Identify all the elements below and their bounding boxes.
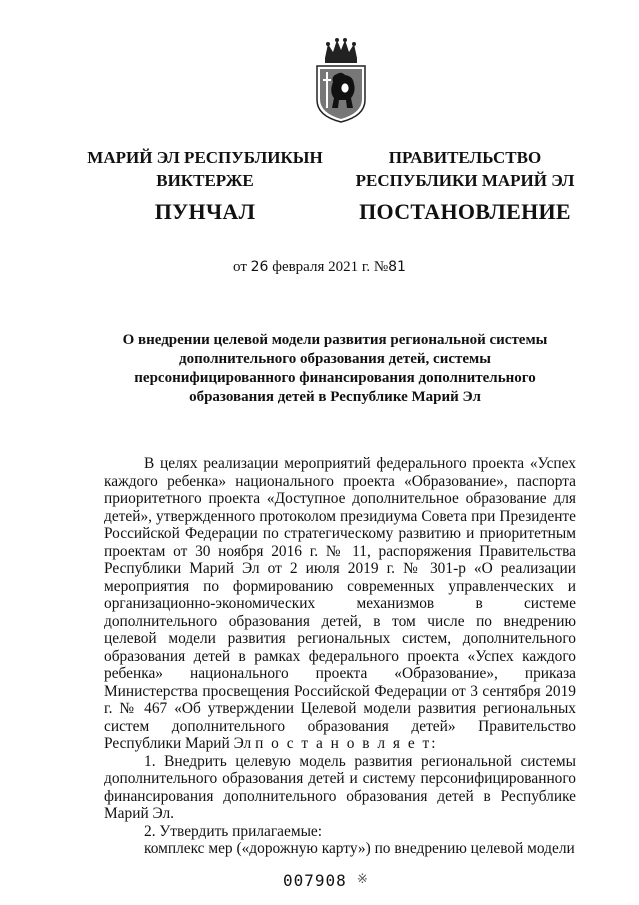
header-right-title: ПОСТАНОВЛЕНИЕ <box>359 199 571 224</box>
number-label: № <box>373 259 389 275</box>
body-paragraph-2: 2. Утвердить прилагаемые: <box>144 822 323 840</box>
header-left-line2: ВИКТЕРЖЕ <box>156 171 254 190</box>
header-left-title: ПУНЧАЛ <box>154 199 256 224</box>
document-body <box>104 455 576 858</box>
decree-word: п о с т а н о в л я е т: <box>255 735 438 752</box>
body-paragraph-preamble <box>104 455 576 753</box>
date-day: 26 <box>250 259 269 275</box>
document-title: О внедрении целевой модели развития региональной системы дополнительного образования детей, системы персонифицированного финансирования дополнительного образования детей в Республике Марий Эл <box>122 332 548 405</box>
date-prefix: от <box>233 259 247 275</box>
header-russian-side <box>350 146 580 223</box>
header-right-line1: ПРАВИТЕЛЬСТВО <box>388 148 542 167</box>
date-month-year: февраля 2021 г. <box>272 259 371 275</box>
header-marii-side <box>80 146 330 223</box>
coat-of-arms-emblem <box>311 36 371 124</box>
document-date-line <box>0 259 639 276</box>
document-number: 81 <box>388 259 406 275</box>
body-paragraph-1: 1. Внедрить целевую модель развития региональной системы дополнительного образования детей и систему персонифицированного финансирования дополнительного образования детей в Республике Марий Эл. <box>104 752 576 822</box>
serial-number: 007908 <box>283 871 347 890</box>
preamble-text: В целях реализации мероприятий федерального проекта «Успех каждого ребенка» национального проекта «Образование», паспорта приоритетного проекта «Доступное дополнительное образование для детей», утвержденного протоколом президиума Совета при Президенте Российской Федерации по стратегическому развитию и приоритетным проектам от 30 ноября 2016 г. № 11, распоряжения Правительства Республики Марий Эл от 2 июля 2019 г. № 301-р «О реализации мероприятия по формированию современных управленческих и организационно-экономических механизмов в системе дополнительного образования детей, в том числе по внедрению целевой модели развития региональных систем, дополнительного образования детей в рамках федерального проекта «Успех каждого ребенка» национального проекта «Образование», приказа Министерства просвещения Российской Федерации от 3 сентября 2019 г. № 467 «Об утверждении Целевой модели развития региональных систем дополнительного образования детей» Правительство Республики Марий Эл <box>104 455 576 752</box>
header-right-line2: РЕСПУБЛИКИ МАРИЙ ЭЛ <box>355 171 575 190</box>
body-paragraph-3: комплекс мер («дорожную карту») по внедрению целевой модели <box>144 840 575 857</box>
header-left-line1: МАРИЙ ЭЛ РЕСПУБЛИКЫН <box>87 148 323 167</box>
serial-mark: ※ <box>357 871 368 886</box>
